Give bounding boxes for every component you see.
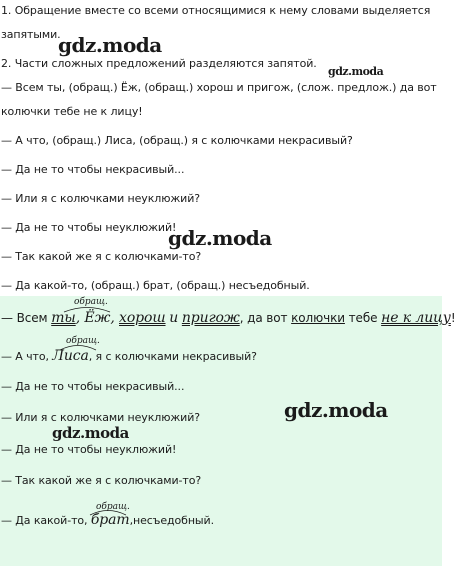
address-note: обращ.	[96, 502, 130, 512]
dialogue-line-2: — А что, (обращ.) Лиса, (обращ.) я с колючками некрасивый?	[1, 134, 353, 147]
parsed-sentence-4: — Или я с колючками неуклюжий?	[1, 411, 201, 424]
watermark: gdz.moda	[52, 424, 129, 442]
parsed-sentence-5: — Да не то чтобы неуклюжий!	[1, 443, 177, 456]
rule-1-line-1: 1. Обращение вместе со всеми относящимися к нему словами выделяется	[1, 4, 431, 17]
dialogue-line-3: — Да не то чтобы некрасивый...	[1, 163, 185, 176]
address-note: обращ.	[74, 297, 108, 307]
predicate-khorosh: хорош	[119, 310, 166, 326]
subject-kolyuchki: колючки	[291, 311, 345, 325]
parsed-sentence-6: — Так какой же я с колючками-то?	[1, 474, 202, 487]
parsed-sentence-3: — Да не то чтобы некрасивый...	[1, 380, 185, 393]
parsed-sentence-2: — А что, Лиса, я с колючками некрасивый?	[1, 348, 257, 364]
parsed-sentence-7: — Да какой-то, брат,несъедобный.	[1, 512, 214, 528]
predicate-ne-k-litsu: не к лицу	[381, 310, 451, 326]
dialogue-line-7: — Да какой-то, (обращ.) брат, (обращ.) несъедобный.	[1, 279, 310, 292]
dialogue-line-1b: колючки тебе не к лицу!	[1, 105, 143, 118]
watermark-small: gdz.moda	[328, 65, 384, 78]
watermark: gdz.moda	[168, 226, 272, 250]
dialogue-line-6: — Так какой же я с колючками-то?	[1, 250, 202, 263]
dialogue-line-1a: — Всем ты, (обращ.) Ёж, (обращ.) хорош и пригож, (слож. предлож.) да вот	[1, 81, 437, 94]
address-note: обращ.	[66, 336, 100, 346]
address-brat: брат	[90, 512, 130, 528]
parsed-sentence-1: — Всем ты, Ёж, хорош и пригож, да вот колючки тебе не к лицу!	[1, 310, 456, 326]
address-lisa: Лиса	[52, 348, 89, 364]
address-ezh: Ёж	[84, 310, 111, 326]
rule-1-line-2: запятыми.	[1, 28, 61, 41]
watermark: gdz.moda	[58, 33, 162, 57]
watermark: gdz.moda	[284, 398, 388, 422]
subject-ty: ты	[51, 310, 76, 326]
predicate-prigozh: пригож	[181, 310, 240, 326]
dialogue-line-5: — Да не то чтобы неуклюжий!	[1, 221, 177, 234]
rule-2: 2. Части сложных предложений разделяются запятой.	[1, 57, 317, 70]
dialogue-line-4: — Или я с колючками неуклюжий?	[1, 192, 201, 205]
